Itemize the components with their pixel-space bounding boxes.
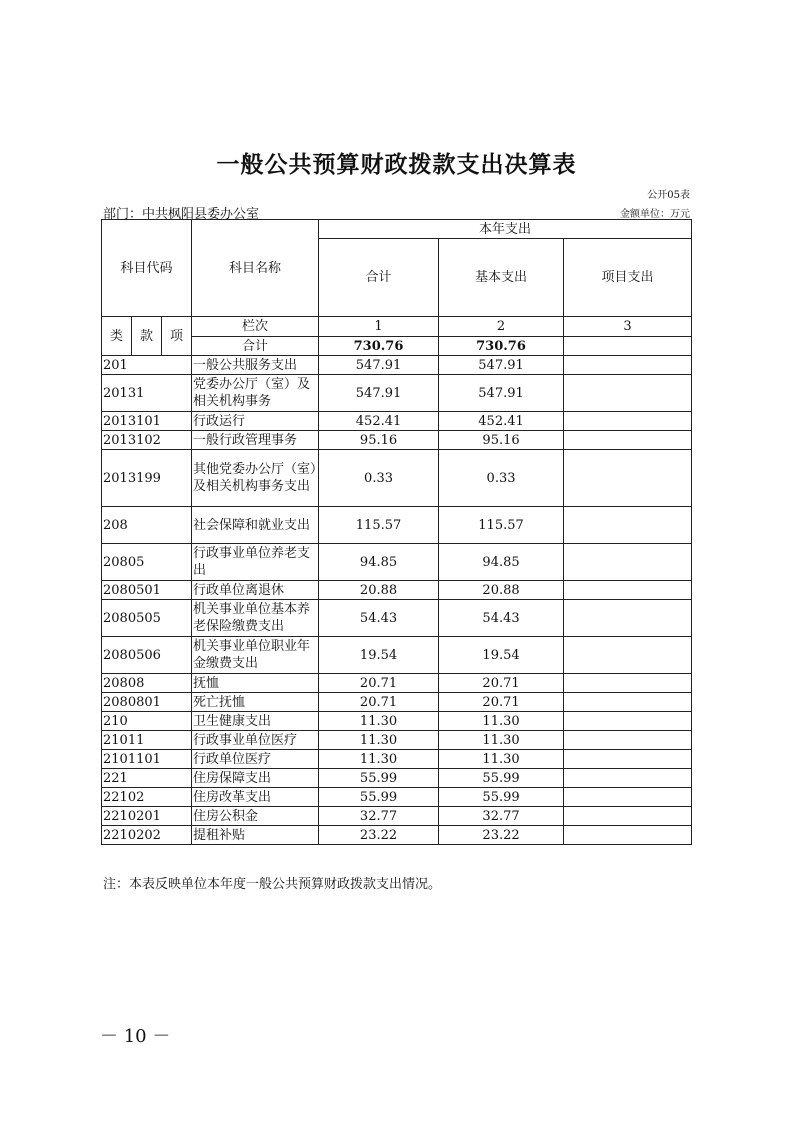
row-name: 党委办公厅（室）及相关机构事务: [192, 375, 319, 412]
row-total: 95.16: [319, 431, 439, 450]
row-project: [564, 807, 692, 826]
row-basic: 55.99: [439, 788, 564, 807]
row-total: 0.33: [319, 450, 439, 507]
table-row: [102, 731, 692, 750]
row-project: [564, 826, 692, 845]
row-code: 22102: [102, 788, 192, 807]
row-name: 行政单位医疗: [192, 750, 319, 769]
table-row: [102, 356, 692, 375]
row-project: [564, 375, 692, 412]
row-code: 2080501: [102, 581, 192, 600]
row-name: 住房改革支出: [192, 788, 319, 807]
row-basic: 20.71: [439, 693, 564, 712]
table-note: 注：本表反映单位本年度一般公共预算财政拨款支出情况。: [103, 877, 442, 892]
row-total: 115.57: [319, 507, 439, 544]
row-total: 11.30: [319, 712, 439, 731]
row-total: 19.54: [319, 637, 439, 674]
header-lei: 类: [102, 317, 132, 356]
row-name: 住房公积金: [192, 807, 319, 826]
row-name: 提租补贴: [192, 826, 319, 845]
row-name: 机关事业单位基本养老保险缴费支出: [192, 600, 319, 637]
header-col2: 2: [439, 317, 564, 337]
row-basic: 95.16: [439, 431, 564, 450]
page-title: 一般公共预算财政拨款支出决算表: [216, 151, 577, 178]
row-project: [564, 412, 692, 431]
row-project: [564, 788, 692, 807]
row-code: 2080506: [102, 637, 192, 674]
row-total: 94.85: [319, 544, 439, 581]
table-row: [102, 507, 692, 544]
row-total: 55.99: [319, 769, 439, 788]
row-project: [564, 712, 692, 731]
row-project: [564, 637, 692, 674]
row-code: 2013199: [102, 450, 192, 507]
table-row: [102, 581, 692, 600]
row-total: 20.71: [319, 674, 439, 693]
row-basic: 55.99: [439, 769, 564, 788]
row-code: 2080801: [102, 693, 192, 712]
row-code: 208: [102, 507, 192, 544]
row-basic: 11.30: [439, 712, 564, 731]
header-xiang: 项: [162, 317, 192, 356]
row-basic: 19.54: [439, 637, 564, 674]
table-row: [102, 412, 692, 431]
row-code: 20808: [102, 674, 192, 693]
row-project: [564, 507, 692, 544]
row-total: 54.43: [319, 600, 439, 637]
table-row: [102, 693, 692, 712]
table-row: [102, 826, 692, 845]
amount-unit-label: 金额单位：万元: [620, 209, 690, 220]
row-code: 2080505: [102, 600, 192, 637]
row-total: 20.88: [319, 581, 439, 600]
row-total: 11.30: [319, 750, 439, 769]
row-basic: 115.57: [439, 507, 564, 544]
row-project: [564, 731, 692, 750]
row-total: 20.71: [319, 693, 439, 712]
row-basic: 54.43: [439, 600, 564, 637]
row-code: 20805: [102, 544, 192, 581]
row-name: 机关事业单位职业年金缴费支出: [192, 637, 319, 674]
header-basic: 基本支出: [439, 239, 564, 317]
row-total: 547.91: [319, 375, 439, 412]
row-name: 一般行政管理事务: [192, 431, 319, 450]
table-row: [102, 674, 692, 693]
department-label: 部门：中共枫阳县委办公室: [103, 207, 260, 222]
table-row: [102, 788, 692, 807]
row-code: 21011: [102, 731, 192, 750]
row-code: 221: [102, 769, 192, 788]
table-row: [102, 375, 692, 412]
table-row: [102, 544, 692, 581]
row-total: 23.22: [319, 826, 439, 845]
table-row: [102, 807, 692, 826]
total-row-label: 合计: [192, 337, 319, 356]
row-name: 行政事业单位养老支出: [192, 544, 319, 581]
header-kuan: 款: [132, 317, 162, 356]
header-project: 项目支出: [564, 239, 692, 317]
header-col3: 3: [564, 317, 692, 337]
header-subject-code: 科目代码: [102, 220, 192, 317]
row-name: 卫生健康支出: [192, 712, 319, 731]
row-code: 2210202: [102, 826, 192, 845]
row-project: [564, 356, 692, 375]
row-name: 抚恤: [192, 674, 319, 693]
row-basic: 452.41: [439, 412, 564, 431]
row-basic: 11.30: [439, 731, 564, 750]
header-total: 合计: [319, 239, 439, 317]
row-project: [564, 431, 692, 450]
row-code: 2013102: [102, 431, 192, 450]
total-row-project: [564, 337, 692, 356]
row-basic: 0.33: [439, 450, 564, 507]
row-name: 死亡抚恤: [192, 693, 319, 712]
table-row: [102, 637, 692, 674]
row-project: [564, 544, 692, 581]
row-project: [564, 600, 692, 637]
row-code: 2101101: [102, 750, 192, 769]
table-row: [102, 712, 692, 731]
total-row-total: 730.76: [319, 337, 439, 356]
row-code: 20131: [102, 375, 192, 412]
table-row: [102, 450, 692, 507]
row-code: 2210201: [102, 807, 192, 826]
row-basic: 547.91: [439, 375, 564, 412]
table-row: [102, 769, 692, 788]
row-name: 一般公共服务支出: [192, 356, 319, 375]
row-code: 201: [102, 356, 192, 375]
row-project: [564, 769, 692, 788]
header-col1: 1: [319, 317, 439, 337]
row-basic: 547.91: [439, 356, 564, 375]
row-basic: 23.22: [439, 826, 564, 845]
total-row-basic: 730.76: [439, 337, 564, 356]
row-name: 行政单位离退休: [192, 581, 319, 600]
row-total: 32.77: [319, 807, 439, 826]
row-code: 210: [102, 712, 192, 731]
row-name: 行政事业单位医疗: [192, 731, 319, 750]
row-name: 其他党委办公厅（室）及相关机构事务支出: [192, 450, 319, 507]
row-project: [564, 693, 692, 712]
row-basic: 32.77: [439, 807, 564, 826]
budget-table: [101, 219, 692, 845]
row-project: [564, 750, 692, 769]
row-name: 行政运行: [192, 412, 319, 431]
row-basic: 11.30: [439, 750, 564, 769]
row-project: [564, 674, 692, 693]
row-project: [564, 581, 692, 600]
header-subject-name: 科目名称: [192, 220, 319, 317]
row-name: 社会保障和就业支出: [192, 507, 319, 544]
row-basic: 94.85: [439, 544, 564, 581]
header-column-no: 栏次: [192, 317, 319, 337]
header-current-year: 本年支出: [319, 220, 692, 239]
row-total: 11.30: [319, 731, 439, 750]
row-total: 547.91: [319, 356, 439, 375]
row-total: 452.41: [319, 412, 439, 431]
row-project: [564, 450, 692, 507]
row-basic: 20.88: [439, 581, 564, 600]
row-name: 住房保障支出: [192, 769, 319, 788]
table-row: [102, 750, 692, 769]
row-code: 2013101: [102, 412, 192, 431]
table-row: [102, 431, 692, 450]
row-basic: 20.71: [439, 674, 564, 693]
row-total: 55.99: [319, 788, 439, 807]
page-number: － 10 －: [100, 1026, 171, 1047]
form-number: 公开05表: [647, 190, 690, 201]
table-row: [102, 600, 692, 637]
